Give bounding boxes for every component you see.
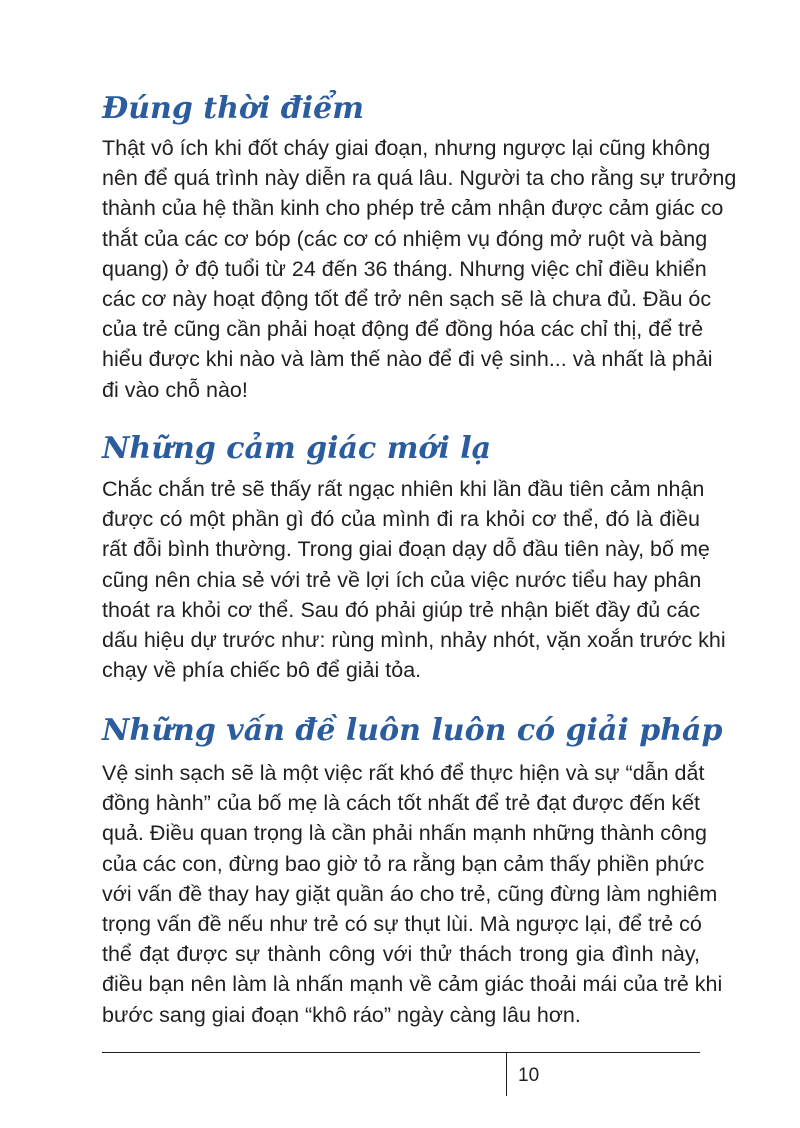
paragraph-line: bước sang giai đoạn “khô ráo” ngày càng lâu hơn. (102, 1002, 581, 1027)
paragraph-line: các cơ này hoạt động tốt để trở nên sạch sẽ là chưa đủ. Đầu óc (102, 286, 712, 311)
paragraph-line: rất đỗi bình thường. Trong giai đoạn dạy dỗ đầu tiên này, bố mẹ (102, 537, 710, 562)
paragraph-line: của trẻ cũng cần phải hoạt động để đồng hóa các chỉ thị, để trẻ (102, 317, 704, 342)
paragraph-line: quả. Điều quan trọng là cần phải nhấn mạnh những thành công (102, 821, 707, 846)
paragraph-line: cũng nên chia sẻ với trẻ về lợi ích của việc nước tiểu hay phân (102, 567, 702, 592)
paragraph-line: điều bạn nên làm là nhấn mạnh về cảm giác thoải mái của trẻ khi (102, 972, 723, 997)
paragraph-line: đồng hành” của bố mẹ là cách tốt nhất để trẻ đạt được đến kết (102, 791, 700, 816)
paragraph-line: chạy về phía chiếc bô để giải tỏa. (102, 658, 422, 683)
paragraph-line: hiểu được khi nào và làm thế nào để đi vệ sinh... và nhất là phải (102, 347, 713, 372)
section-heading-nhung-cam-giac-moi-la: Những cảm giác mới lạ (102, 431, 492, 466)
paragraph-line: nên để quá trình này diễn ra quá lâu. Người ta cho rằng sự trưởng (102, 166, 737, 191)
section-paragraph-2 (102, 474, 726, 685)
paragraph-line: Chắc chắn trẻ sẽ thấy rất ngạc nhiên khi lần đầu tiên cảm nhận (102, 477, 705, 501)
section-heading-dung-thoi-diem: Đúng thời điểm (102, 91, 364, 126)
paragraph-line: của các con, đừng bao giờ tỏ ra rằng bạn cảm thấy phiền phức (102, 851, 705, 876)
paragraph-line: thể đạt được sự thành công với thử thách trong gia đình này, (102, 942, 700, 967)
paragraph-line: Thật vô ích khi đốt cháy giai đoạn, nhưng ngược lại cũng không (102, 136, 711, 160)
footer-vertical-rule (506, 1052, 507, 1096)
paragraph-line: thoát ra khỏi cơ thể. Sau đó phải giúp trẻ nhận biết đầy đủ các (102, 597, 700, 622)
paragraph-line: dấu hiệu dự trước như: rùng mình, nhảy nhót, vặn xoắn trước khi (102, 627, 726, 652)
paragraph-line: với vấn đề thay hay giặt quần áo cho trẻ, cũng đừng làm nghiêm (102, 881, 718, 906)
footer-horizontal-rule (102, 1052, 700, 1053)
paragraph-line: thành của hệ thần kinh cho phép trẻ cảm nhận được cảm giác co (102, 196, 724, 221)
paragraph-line: quang) ở độ tuổi từ 24 đến 36 tháng. Nhưng việc chỉ điều khiển (102, 256, 707, 281)
paragraph-line: đi vào chỗ nào! (102, 377, 248, 402)
paragraph-line: thắt của các cơ bóp (các cơ có nhiệm vụ đóng mở ruột và bàng (102, 226, 708, 251)
section-paragraph-1 (102, 133, 737, 405)
page-number: 10 (518, 1065, 540, 1086)
section-heading-nhung-van-de-luon-luon-co-giai-phap: Những vấn đề luôn luôn có giải pháp (102, 713, 723, 748)
section-paragraph-3 (102, 758, 723, 1030)
paragraph-line: trọng vấn đề nếu như trẻ có sự thụt lùi. Mà ngược lại, để trẻ có (102, 911, 702, 936)
paragraph-line: Vệ sinh sạch sẽ là một việc rất khó để thực hiện và sự “dẫn dắt (102, 761, 705, 785)
paragraph-line: được có một phần gì đó của mình đi ra khỏi cơ thể, đó là điều (102, 507, 700, 532)
